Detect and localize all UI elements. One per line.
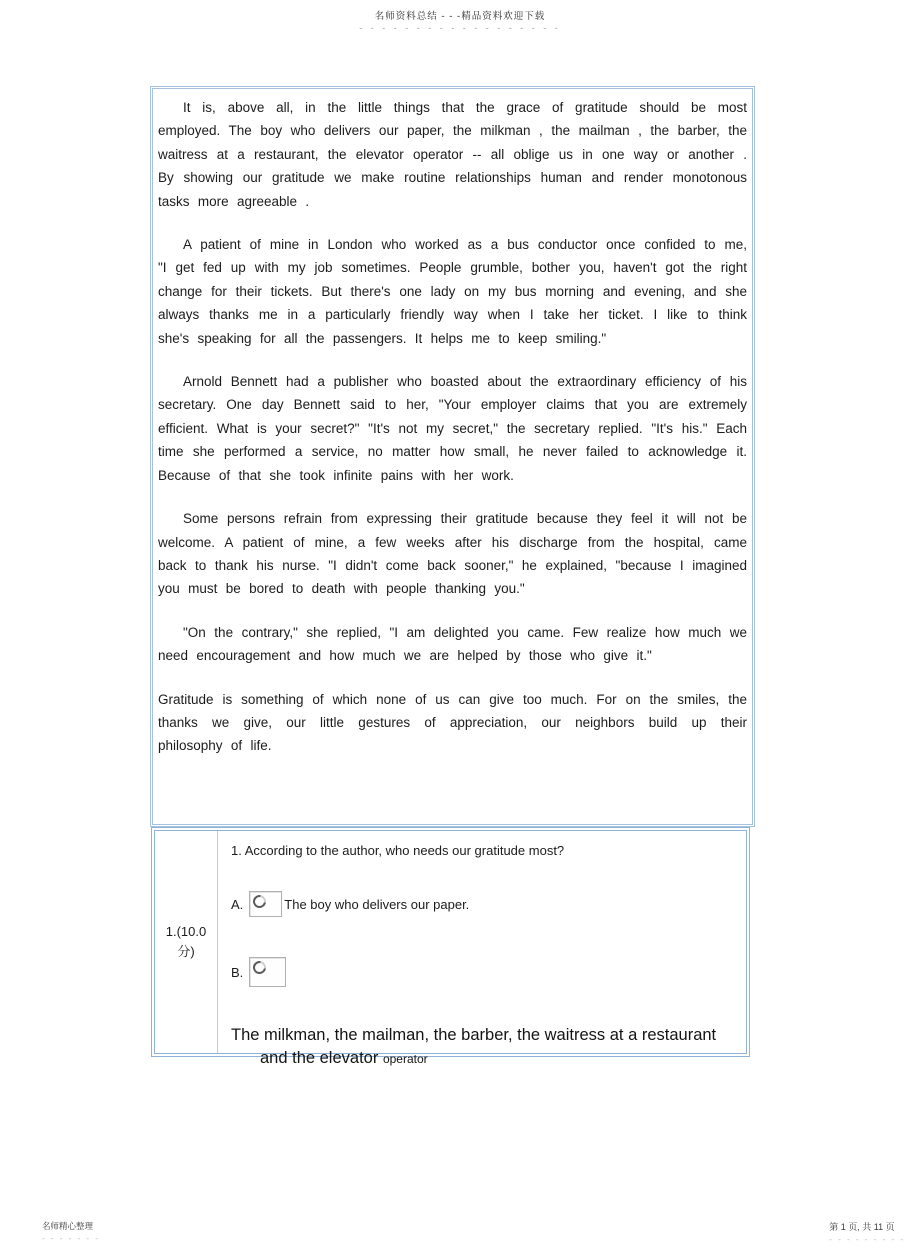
passage-paragraph: Arnold Bennett had a publisher who boasted about the extraordinary efficiency of his secretary. One day Bennett said to her, "Your employer claims that you are extremely efficient. What is your secret?" "It's not my secret," the secretary replied. "It's his." Each time she performed a service, no matter how small, he never failed to acknowledge it. Because of that she took infinite pains with her work.	[158, 374, 747, 483]
option-a-text: The boy who delivers our paper.	[284, 896, 470, 912]
passage-paragraph: It is, above all, in the little things that the grace of gratitude should be most employed. The boy who delivers our paper, the milkman , the mailman , the barber, the waitress at a restaurant, the elevator operator -- all oblige us in one way or another . By showing our gratitude we make routine relationships human and render monotonous tasks more agreeable .	[158, 100, 747, 209]
footer-right-dashes: - - - - - - - - -	[829, 1235, 905, 1244]
passage-paragraph: "On the contrary," she replied, "I am delighted you came. Few realize how much we need encouragement and how much we are helped by those who give it."	[158, 624, 747, 664]
footer-right-text: 第 1 页, 共 11 页	[829, 1222, 895, 1232]
question-table	[151, 827, 750, 1067]
passage-paragraph: Gratitude is something of which none of us can give too much. For on the smiles, the thanks we give, our little gestures of appreciation, our neighbors build up their philosophy of life.	[158, 691, 747, 754]
header-title: 名师资料总结 - - -精品资料欢迎下载	[374, 11, 546, 22]
reading-passage-box	[150, 86, 755, 827]
passage-paragraph: Some persons refrain from expressing their gratitude because they feel it will not be welcome. A patient of mine, a few weeks after his discharge from the hospital, came back to thank his nurse. "I didn't come back sooner," he explained, "because I imagined you must be bored to death with people thanking you."	[158, 511, 747, 597]
answer-option-a	[231, 891, 738, 917]
option-b-text-line2-small: operator	[382, 1052, 428, 1066]
option-b-text-line2-main: and the elevator	[260, 1049, 379, 1067]
footer-left	[42, 1220, 100, 1243]
option-b-text-line2	[231, 1047, 738, 1071]
footer-left-text: 名师精心整理	[42, 1221, 94, 1231]
radio-circle-icon	[251, 958, 269, 976]
footer-left-dashes: - - - - - - -	[42, 1234, 100, 1243]
question-content-cell	[218, 831, 746, 1067]
footer-page-number	[829, 1220, 905, 1244]
question-prompt: 1. According to the author, who needs our gratitude most?	[231, 843, 565, 858]
page-header	[0, 8, 920, 33]
radio-circle-icon	[251, 892, 269, 910]
header-dashed-line: - - - - - - - - - - - - - - - - - -	[359, 23, 561, 33]
option-b-continued-text	[231, 1024, 738, 1071]
option-b-label: B.	[231, 964, 244, 980]
question-score-cell: 1.(10.0 分)	[155, 831, 218, 1053]
passage-paragraph: A patient of mine in London who worked as a bus conductor once confided to me, "I get fed up with my job sometimes. People grumble, bother you, haven't got the right change for their tickets. But there's one lady on my bus morning and evening, and she always thanks me in a particularly friendly way when I take her ticket. I like to think she's speaking for all the passengers. It helps me to keep smiling."	[158, 237, 747, 346]
option-b-radio-button[interactable]	[249, 957, 286, 987]
answer-option-b	[231, 957, 738, 987]
option-b-text-line1: The milkman, the mailman, the barber, the waitress at a restaurant	[231, 1026, 717, 1044]
option-a-radio-button[interactable]	[249, 891, 282, 917]
option-a-label: A.	[231, 896, 244, 912]
